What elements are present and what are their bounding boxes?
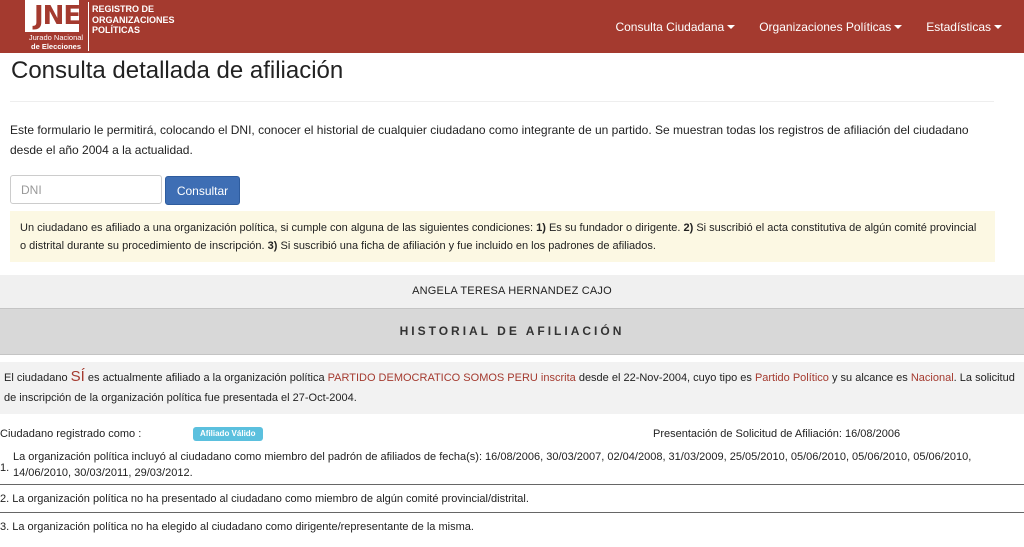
logo-divider <box>88 2 89 51</box>
logo-subtitle-1: Jurado Nacional <box>28 33 84 42</box>
logo-subtitle-2: de Elecciones <box>30 42 82 51</box>
status-text-5: . La solicitud de inscripción de la organización política fue presentada el 27-Oct-2004. <box>4 372 1015 404</box>
presentacion-date: Presentación de Solicitud de Afiliación: 16/08/2006 <box>653 428 901 440</box>
nav-label: Estadísticas <box>926 19 991 34</box>
status-text-3: desde el 22-Nov-2004, cuyo tipo es <box>575 372 755 384</box>
alert-num-3: 3) <box>267 240 278 252</box>
intro-text: Este formulario le permitirá, colocando el DNI, conocer el historial de cualquier ciudadano como integrante de un partido. Se muestran todas los registros de afiliación del ciudadano desde el año 2004 a la actualidad. <box>10 123 969 157</box>
caret-down-icon <box>894 25 902 29</box>
consultar-button[interactable]: Consultar <box>165 176 240 205</box>
history-item-2: 2. La organización política no ha presentado al ciudadano como miembro de algún comité provincial/distrital. <box>0 486 1024 513</box>
history-item-1 <box>0 445 1024 485</box>
status-si: SÍ <box>70 368 85 385</box>
item-text: La organización política incluyó al ciudadano como miembro del padrón de afiliados de fecha(s): 16/08/2006, 30/03/2007, 02/04/2008, 31/03/2009, 25/05/2010, 05/06/2010, 05/06/2010, 05/06/2010, 14/06/2010, 30/03/2011, 29/03/2012. <box>13 451 972 479</box>
logo-text: JNE <box>34 1 81 31</box>
history-item-3: 3. La organización política no ha elegido al ciudadano como dirigente/representante de la misma. <box>0 521 474 533</box>
history-title: HISTORIAL DE AFILIACIÓN <box>0 308 1024 355</box>
nav-label: Consulta Ciudadana <box>615 19 725 34</box>
alert-cond-3: Si suscribió una ficha de afiliación y fue incluido en los padrones de afiliados. <box>277 240 656 252</box>
brand-line-1: REGISTRO DE <box>92 4 155 14</box>
divider <box>10 101 994 102</box>
item-number: 1. <box>0 462 10 474</box>
citizen-name: ANGELA TERESA HERNANDEZ CAJO <box>412 285 612 297</box>
logo-box <box>25 0 79 32</box>
brand-line-3: POLÍTICAS <box>92 25 141 35</box>
status-text-4: y su alcance es <box>828 372 911 384</box>
affiliation-status <box>0 362 1024 414</box>
status-text-1: El ciudadano <box>4 372 71 384</box>
caret-down-icon <box>727 25 735 29</box>
page-title: Consulta detallada de afiliación <box>11 57 344 84</box>
nav-estadisticas[interactable] <box>926 20 1002 34</box>
registration-row <box>0 426 1024 442</box>
citizen-name-bar <box>0 275 1024 308</box>
caret-down-icon <box>994 25 1002 29</box>
status-badge: Afiliado Válido <box>193 427 263 441</box>
alert-num-1: 1) <box>536 222 546 234</box>
alert-cond-1: Es su fundador o dirigente. <box>545 222 684 234</box>
alert-intro: Un ciudadano es afiliado a una organización política, si cumple con alguna de las siguientes condiciones: <box>20 222 537 234</box>
nav-organizaciones-politicas[interactable] <box>759 20 902 34</box>
jne-logo[interactable] <box>22 0 86 53</box>
brand-line-2: ORGANIZACIONES <box>92 14 175 25</box>
registered-label: Ciudadano registrado como : <box>0 428 142 440</box>
alert-num-2: 2) <box>683 222 694 234</box>
status-text-2: es actualmente afiliado a la organización política <box>84 372 328 384</box>
status-alcance: Nacional <box>910 372 954 384</box>
brand-title[interactable] <box>92 4 175 36</box>
nav-label: Organizaciones Políticas <box>759 19 892 34</box>
conditions-alert <box>10 211 995 262</box>
dni-input[interactable] <box>10 175 162 204</box>
nav-menu <box>591 0 1002 53</box>
navbar <box>0 0 1024 53</box>
nav-consulta-ciudadana[interactable] <box>615 20 735 34</box>
status-tipo: Partido Político <box>754 372 829 384</box>
alert-cond-2: Si suscribió el acta constitutiva de algún comité provincial o distrital durante su procedimiento de inscripción. <box>20 222 977 252</box>
status-org: PARTIDO DEMOCRATICO SOMOS PERU inscrita <box>327 372 576 384</box>
